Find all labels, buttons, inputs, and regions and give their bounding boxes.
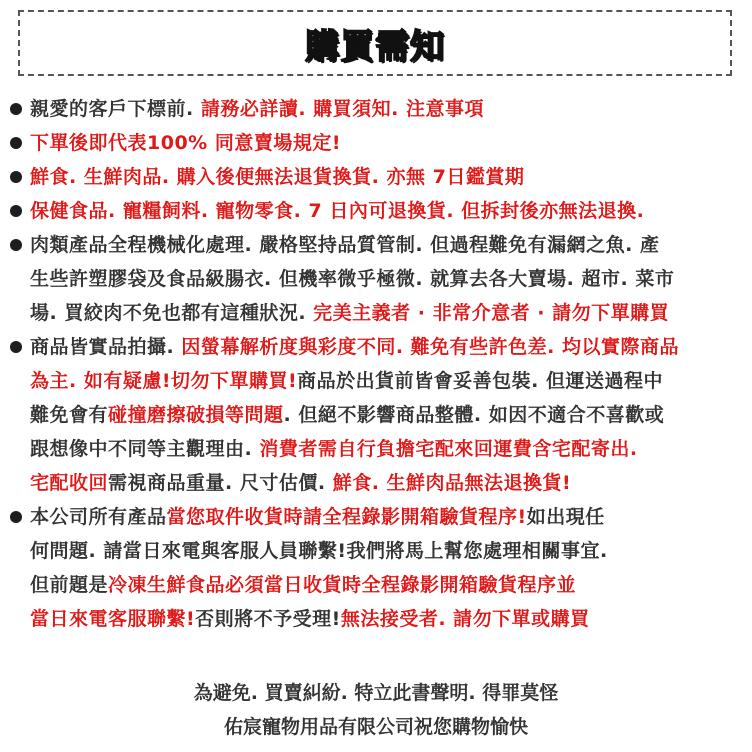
highlight-text: 請務必詳讀. 購買須知. 注意事項 [200,98,485,120]
notice-text: 肉類產品全程機械化處理. 嚴格堅持品質管制. 但過程難免有漏網之魚. 產 [30,234,660,256]
notice-line [30,296,748,330]
notice-item [8,126,748,160]
highlight-text: 鮮食. 生鮮肉品無法退換貨! [332,472,572,494]
notice-text: 商品皆實品拍攝. [30,336,182,358]
bullet-icon [10,137,22,149]
notice-list [8,92,748,636]
notice-line [30,126,748,160]
highlight-text: 當日來電客服聯繫! [30,608,196,630]
page-title: 購買需知 [305,26,445,67]
notice-item [8,194,748,228]
notice-line [30,602,748,636]
notice-text: 親愛的客戶下標前. [30,98,201,120]
bullet-icon [10,205,22,217]
notice-line [30,194,748,228]
notice-item [8,160,748,194]
notice-line [30,228,748,262]
notice-text: 商品於出貨前皆會妥善包裝. 但運送過程中 [297,370,664,392]
highlight-text: 冷凍生鮮食品必須當日收貨時全程錄影開箱驗貨程序並 [108,574,577,596]
notice-text: 跟想像中不同等主觀理由. [30,438,260,460]
highlight-text: 鮮食. 生鮮肉品. 購入後便無法退貨換貨. 亦無 7日鑑賞期 [30,166,525,188]
notice-line [30,432,748,466]
notice-line [30,262,748,296]
notice-text: 需視商品重量. 尺寸估價. [108,472,333,494]
notice-text: . 但絕不影響商品整體. 如因不適合不喜歡或 [283,404,665,426]
highlight-text: 下單後即代表100% 同意賣場規定! [30,132,341,154]
notice-line [30,364,748,398]
notice-line [30,534,748,568]
highlight-text: 宅配收回 [30,472,109,494]
footer-company-greeting: 佑宸寵物用品有限公司祝您購物愉快 [223,716,528,738]
notice-line [30,466,748,500]
highlight-text: 無法接受者. 請勿下單或購買 [340,608,590,630]
footer [0,676,752,744]
notice-item [8,330,748,500]
notice-line [30,568,748,602]
notice-text: 場. 買絞肉不免也都有這種狀況. [30,302,314,324]
notice-text: 否則將不予受理! [195,608,341,630]
notice-line [30,500,748,534]
highlight-text: 完美主義者 · 非常介意者 · 請勿下單購買 [313,302,670,324]
notice-text: 難免會有 [30,404,109,426]
highlight-text: 當您取件收貨時請全程錄影開箱驗貨程序! [166,506,527,528]
highlight-text: 保健食品. 寵糧飼料. 寵物零食. 7 日內可退換貨. 但拆封後亦無法退換. [30,200,645,222]
bullet-icon [10,511,22,523]
footer-disclaimer: 為避免. 買賣糾紛. 特立此書聲明. 得罪莫怪 [193,682,559,704]
bullet-icon [10,103,22,115]
notice-line [30,92,748,126]
highlight-text: 因螢幕解析度與彩度不同. 難免有些許色差. 均以實際商品 [181,336,680,358]
highlight-text: 碰撞磨擦破損等問題 [108,404,284,426]
notice-text: 何問題. 請當日來電與客服人員聯繫!我們將馬上幫您處理相關事宜. [30,540,608,562]
highlight-text: 消費者需自行負擔宅配來回運費含宅配寄出. [259,438,638,460]
bullet-icon [10,239,22,251]
notice-text: 本公司所有產品 [30,506,167,528]
bullet-icon [10,171,22,183]
highlight-text: 為主. 如有疑慮!切勿下單購買! [30,370,298,392]
notice-line [30,398,748,432]
notice-item [8,92,748,126]
notice-text: 如出現任 [526,506,605,528]
title-banner [18,10,732,76]
notice-item [8,500,748,636]
notice-line [30,160,748,194]
notice-item [8,228,748,330]
notice-line [30,330,748,364]
notice-text: 生些許塑膠袋及食品級腸衣. 但機率微乎極微. 就算去各大賣場. 超市. 菜市 [30,268,675,290]
bullet-icon [10,341,22,353]
notice-text: 但前題是 [30,574,109,596]
